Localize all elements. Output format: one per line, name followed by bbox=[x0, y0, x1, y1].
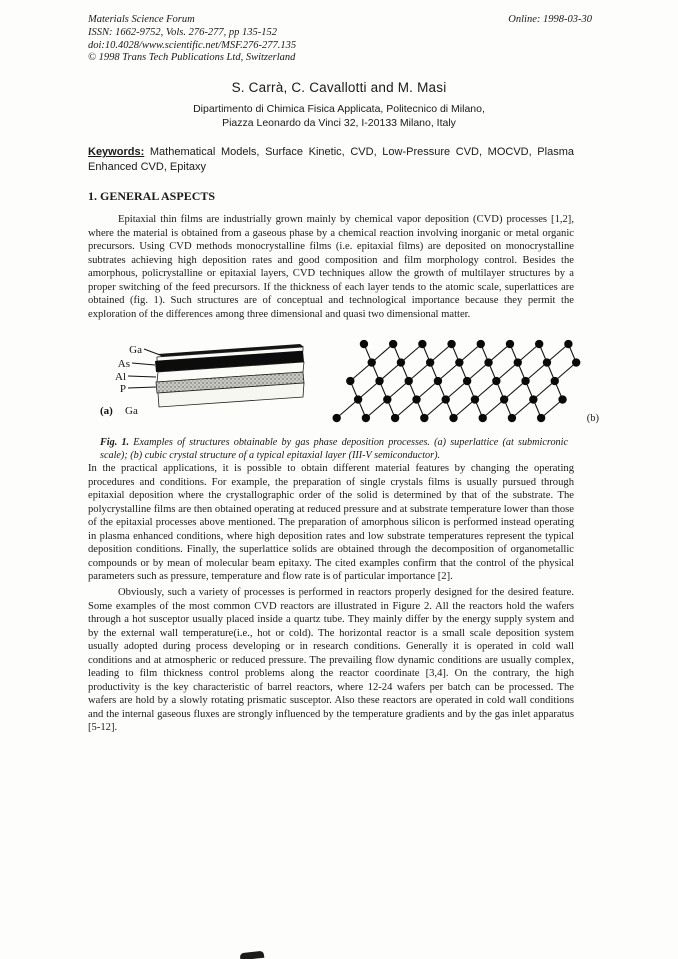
layer-label-ga-top: Ga bbox=[129, 343, 142, 356]
copyright-line: © 1998 Trans Tech Publications Ltd, Switzerland bbox=[88, 52, 296, 64]
crystal-lattice-drawing bbox=[325, 334, 583, 429]
leader-p bbox=[128, 387, 156, 388]
figure-caption-label: Fig. 1. bbox=[100, 436, 130, 448]
paragraph-3: Obviously, such a variety of processes is performed in reactors properly designed for the desired feature. Some examples of the most common CVD reactors are illustrated in Figure 2. All the reactors hold the wafers through a hot susceptor usually placed inside a quartz tube. They mainly differ by the energy supply system and by the external wall temperature(i.e., hot or cold). The horizontal reactor is a small scale deposition system usually adopted during process developing or in research conditions. Generally it is operated in cold wall conditions and at atmospheric or reduced pressure. The prevailing flow dynamic conditions are usually complex, leading to film thickness control problems along the reactor coordinate [3,4]. On the contrary, the high productivity is the key characteristic of barrel reactors, where 12-24 wafers per batch can be processed. The wafers are hold by a slowly rotating prismatic susceptor. Also these reactors are operated in cold wall conditions and the internal gaseous fluxes are strongly influenced by the temperature gradients and by the gas inlet apparatus [5-12]. bbox=[88, 586, 574, 734]
journal-header bbox=[0, 0, 678, 65]
affiliation-line-1: Dipartimento di Chimica Fisica Applicata, Politecnico di Milano, bbox=[193, 103, 485, 116]
figure-caption-text: Examples of structures obtainable by gas phase deposition processes. (a) superlattice (at submicronic scale); (b) cubic crystal structure of a typical epitaxial layer (III-V semiconductor). bbox=[100, 436, 568, 461]
figure-marker-b: (b) bbox=[586, 412, 599, 424]
paragraph-1: Epitaxial thin films are industrially grown mainly by chemical vapor deposition (CVD) processes [1,2], where the material is obtained from a gaseous phase by a chemical reaction involving inorganic or metal organic precursors. Using CVD methods monocrystalline films (i.e. epitaxial films) are deposited on monocrystalline subtrates achieving high deposition rates and good composition and film morphology control. Besides the amorphous, policrystalline or epitaxial layers, CVD techniques allow the growth of multilayer structures by a proper switching of the feed precursors. If the thickness of each layer tends to the atomic scale, superlattices are obtained (fig. 1). Such structures are of conceptual and technological importance because they permit the exploration of the differences among three dimensional and quasi two dimensional matter. bbox=[88, 214, 574, 320]
byline-block bbox=[0, 80, 678, 130]
superlattice-figure bbox=[98, 334, 313, 434]
affiliation-line-2: Piazza Leonardo da Vinci 32, I-20133 Milano, Italy bbox=[222, 116, 456, 129]
layer-label-al: Al bbox=[115, 370, 126, 383]
figure-caption bbox=[100, 436, 568, 463]
leader-al bbox=[128, 376, 156, 377]
section-heading: 1. GENERAL ASPECTS bbox=[88, 189, 216, 204]
figure-1 bbox=[98, 334, 599, 434]
layer-label-p: P bbox=[119, 382, 126, 395]
superlattice-drawing bbox=[98, 334, 313, 429]
doi-line: doi:10.4028/www.scientific.net/MSF.276-277.135 bbox=[88, 39, 297, 51]
online-date: Online: 1998-03-30 bbox=[508, 14, 592, 25]
keywords-label: Keywords: bbox=[88, 146, 145, 159]
paper-body bbox=[88, 189, 599, 735]
issn-line: ISSN: 1662-9752, Vols. 276-277, pp 135-152 bbox=[88, 26, 277, 38]
keywords-text: Mathematical Models, Surface Kinetic, CVD, Low-Pressure CVD, MOCVD, Plasma Enhanced CVD, Epitaxy bbox=[88, 146, 574, 174]
leader-as bbox=[132, 363, 155, 365]
journal-title: Materials Science Forum bbox=[88, 14, 195, 25]
layer-label-as: As bbox=[117, 357, 130, 370]
affiliation-block bbox=[0, 103, 678, 130]
figure-marker-a: (a) bbox=[100, 404, 113, 417]
journal-header-left bbox=[88, 14, 296, 65]
scan-artifact-mark bbox=[240, 951, 265, 959]
paragraph-2: In the practical applications, it is possible to obtain different material features by changing the operating procedures and conditions. For example, the preparation of single crystals films is usually pursued through epitaxial deposition where the crystallographic order of the solid is determined by that of the substrate. The polycrystalline films are then obtained operating at reduced pressure and at substrate temperature lower than those of the epitaxial processes above mentioned. The preparation of amorphous silicon is performed instead operating in plasma enhanced conditions, where high deposition rates and low substrate temperatures represent the typical deposition conditions. Finally, the superlattice solids are obtained through the decomposition of organometallic compounds or by mean of molecular beam epitaxy. The cited examples confirm that the control of the physical parameters such as pressure, temperature and flow rate is of particular importance [2]. bbox=[88, 463, 574, 583]
layer-label-ga-bottom: Ga bbox=[125, 404, 138, 417]
authors-line: S. Carrà, C. Cavallotti and M. Masi bbox=[231, 80, 447, 96]
crystal-lattice-figure bbox=[325, 334, 599, 434]
keywords-block bbox=[88, 145, 574, 175]
leader-ga-top bbox=[144, 349, 160, 355]
